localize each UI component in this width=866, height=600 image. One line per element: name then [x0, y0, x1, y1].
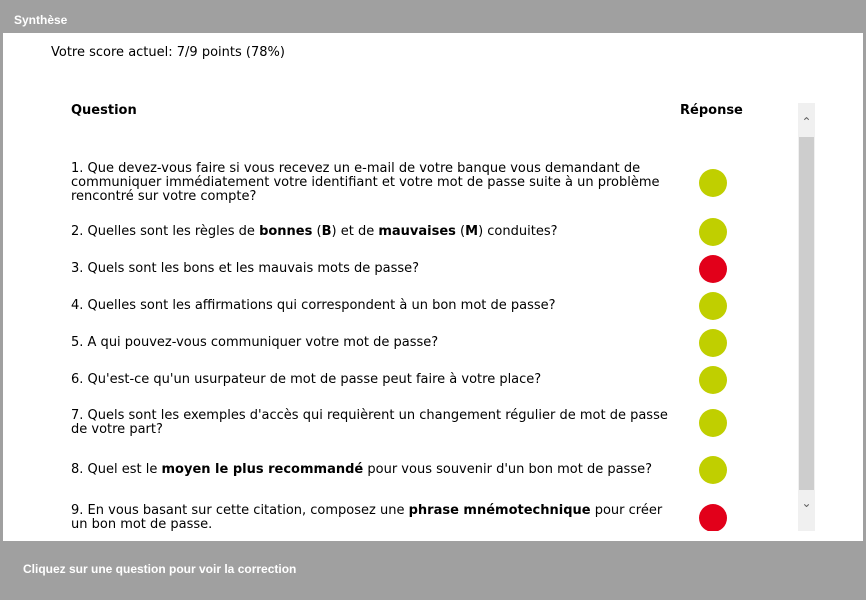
- bold-text: B: [321, 224, 332, 239]
- text-segment: 8. Quel est le: [71, 462, 162, 477]
- text-segment: pour vous souvenir d'un bon mot de passe?: [363, 462, 652, 477]
- scroll-up-icon[interactable]: ⌃: [801, 115, 812, 129]
- text-segment: 5. A qui pouvez-vous communiquer votre mot de passe?: [71, 335, 439, 350]
- summary-panel: [3, 33, 863, 541]
- bold-text: mauvaises: [378, 224, 456, 239]
- question-text: [71, 463, 681, 477]
- question-text: [71, 225, 681, 239]
- text-segment: pour créer un bon mot de passe.: [71, 503, 663, 531]
- question-text: [71, 299, 681, 313]
- text-segment: 1. Que devez-vous faire si vous recevez un e-mail de votre banque vous demandant de communiquer immédiatement votre identifiant et votre mot de passe suite à un problème rencontré sur votre compte?: [71, 161, 660, 204]
- scrollbar-thumb[interactable]: [799, 137, 814, 490]
- text-segment: (: [455, 224, 466, 239]
- footer-hint: Cliquez sur une question pour voir la correction: [23, 562, 297, 576]
- response-header: Réponse: [680, 103, 743, 118]
- text-segment: 3. Quels sont les bons et les mauvais mots de passe?: [71, 261, 420, 276]
- scroll-down-icon[interactable]: ⌄: [801, 496, 812, 510]
- text-segment: 6. Qu'est-ce qu'un usurpateur de mot de passe peut faire à votre place?: [71, 372, 542, 387]
- correct-indicator-icon: [699, 169, 727, 197]
- text-segment: ) conduites?: [478, 224, 558, 239]
- bold-text: M: [465, 224, 479, 239]
- text-segment: 2. Quelles sont les règles de: [71, 224, 260, 239]
- question-row[interactable]: [71, 488, 751, 531]
- text-segment: (: [312, 224, 322, 239]
- bold-text: moyen le plus recommandé: [161, 462, 364, 477]
- question-text: [71, 262, 681, 276]
- question-text: [71, 409, 681, 437]
- correct-indicator-icon: [699, 366, 727, 394]
- text-segment: 9. En vous basant sur cette citation, composez une: [71, 503, 409, 518]
- correct-indicator-icon: [699, 456, 727, 484]
- window-title: Synthèse: [14, 13, 68, 27]
- text-segment: 7. Quels sont les exemples d'accès qui requièrent un changement régulier de mot de passe de votre part?: [71, 408, 668, 437]
- question-text: [71, 373, 681, 387]
- question-text: [71, 504, 681, 531]
- text-segment: 4. Quelles sont les affirmations qui correspondent à un bon mot de passe?: [71, 298, 556, 313]
- question-text: [71, 162, 681, 204]
- correct-indicator-icon: [699, 409, 727, 437]
- question-header: Question: [71, 103, 137, 118]
- wrong-indicator-icon: [699, 504, 727, 531]
- question-text: [71, 336, 681, 350]
- text-segment: ) et de: [331, 224, 379, 239]
- bold-text: phrase mnémotechnique: [408, 503, 591, 518]
- question-list: [3, 133, 798, 531]
- score-text: Votre score actuel: 7/9 points (78%): [51, 45, 285, 60]
- bold-text: bonnes: [259, 224, 313, 239]
- scrollbar[interactable]: [798, 103, 815, 531]
